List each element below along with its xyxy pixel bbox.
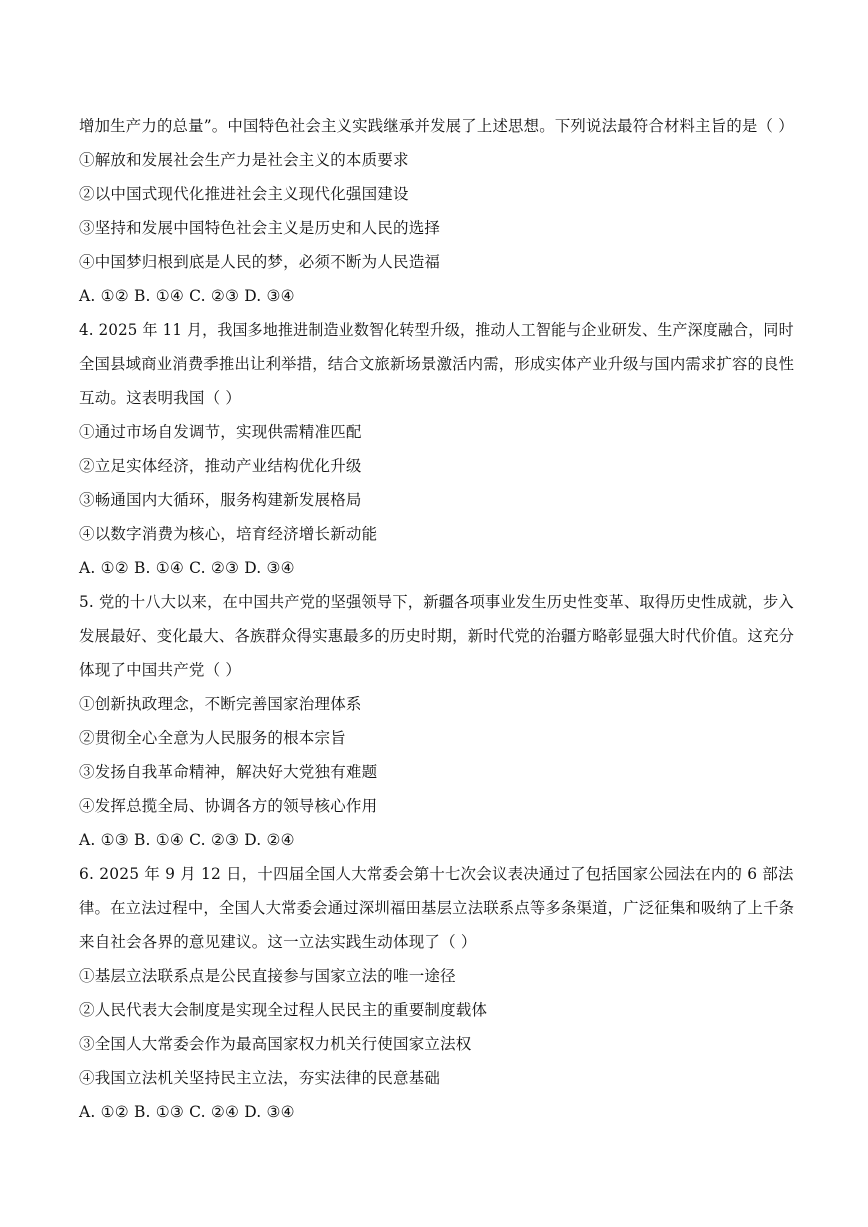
question-stem-line: 发展最好、变化最大、各族群众得实惠最多的历史时期，新时代党的治疆方略彰显强大时代价值。这充分 <box>79 627 795 645</box>
option-3: ③畅通国内大循环，服务构建新发展格局 <box>79 491 362 509</box>
answer-choices: A. ①③ B. ①④ C. ②③ D. ②④ <box>79 831 295 849</box>
option-1: ①基层立法联系点是公民直接参与国家立法的唯一途径 <box>79 967 456 985</box>
answer-choices: A. ①② B. ①③ C. ②④ D. ③④ <box>79 1103 295 1121</box>
option-2: ②以中国式现代化推进社会主义现代化强国建设 <box>79 185 409 203</box>
option-4: ④发挥总揽全局、协调各方的领导核心作用 <box>79 797 378 815</box>
question-stem-line: 全国县域商业消费季推出让利举措，结合文旅新场景激活内需，形成实体产业升级与国内需求扩容的良性 <box>79 355 795 373</box>
question-stem-line: 6. 2025 年 9 月 12 日，十四届全国人大常委会第十七次会议表决通过了包括国家公园法在内的 6 部法 <box>79 865 794 883</box>
option-4: ④中国梦归根到底是人民的梦，必须不断为人民造福 <box>79 253 441 271</box>
question-stem-line: 增加生产力的总量”。中国特色社会主义实践继承并发展了上述思想。下列说法最符合材料主旨的是（ ） <box>79 117 794 135</box>
question-stem-line: 5. 党的十八大以来，在中国共产党的坚强领导下，新疆各项事业发生历史性变革、取得历史性成就，步入 <box>79 593 794 611</box>
question-stem-line: 体现了中国共产党（ ） <box>79 661 242 679</box>
option-1: ①通过市场自发调节，实现供需精准匹配 <box>79 423 362 441</box>
option-1: ①创新执政理念，不断完善国家治理体系 <box>79 695 362 713</box>
option-3: ③全国人大常委会作为最高国家权力机关行使国家立法权 <box>79 1035 472 1053</box>
question-6 <box>79 857 794 1129</box>
question-stem-line: 律。在立法过程中，全国人大常委会通过深圳福田基层立法联系点等多条渠道，广泛征集和吸纳了上千条 <box>79 899 795 917</box>
option-1: ①解放和发展社会生产力是社会主义的本质要求 <box>79 151 409 169</box>
option-2: ②立足实体经济，推动产业结构优化升级 <box>79 457 362 475</box>
answer-choices: A. ①② B. ①④ C. ②③ D. ③④ <box>79 559 295 577</box>
option-4: ④以数字消费为核心，培育经济增长新动能 <box>79 525 378 543</box>
question-5 <box>79 585 794 857</box>
option-3: ③坚持和发展中国特色社会主义是历史和人民的选择 <box>79 219 441 237</box>
option-2: ②人民代表大会制度是实现全过程人民民主的重要制度载体 <box>79 1001 488 1019</box>
option-2: ②贯彻全心全意为人民服务的根本宗旨 <box>79 729 346 747</box>
option-3: ③发扬自我革命精神，解决好大党独有难题 <box>79 763 378 781</box>
question-stem-line: 4. 2025 年 11 月，我国多地推进制造业数智化转型升级，推动人工智能与企业研发、生产深度融合，同时 <box>79 321 794 339</box>
question-stem-line: 互动。这表明我国（ ） <box>79 389 242 407</box>
question-stem-line: 来自社会各界的意见建议。这一立法实践生动体现了（ ） <box>79 933 477 951</box>
question-3 <box>79 109 794 313</box>
question-4 <box>79 313 794 585</box>
exam-page <box>79 109 794 1129</box>
answer-choices: A. ①② B. ①④ C. ②③ D. ③④ <box>79 287 295 305</box>
option-4: ④我国立法机关坚持民主立法，夯实法律的民意基础 <box>79 1069 441 1087</box>
